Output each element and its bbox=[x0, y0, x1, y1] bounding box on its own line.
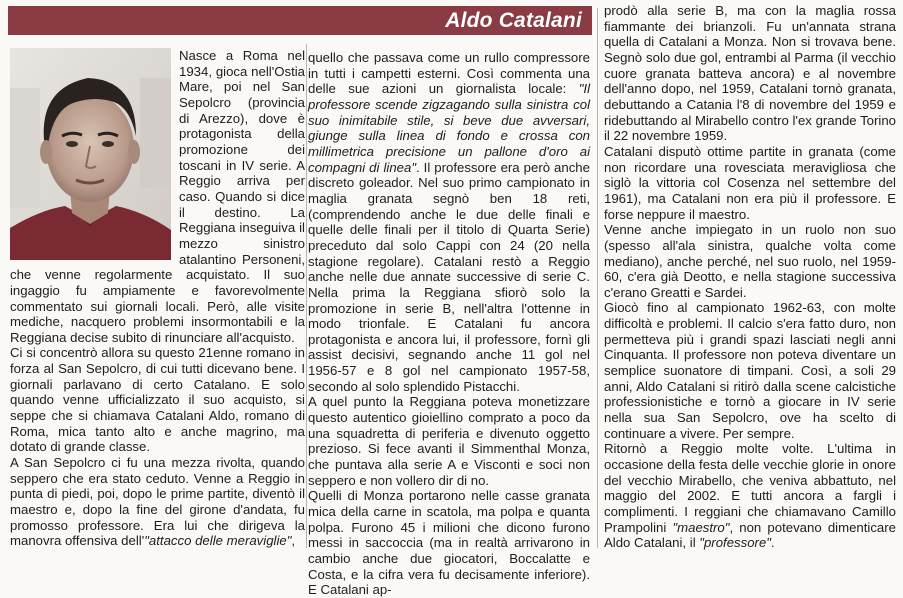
col2-paragraph-1 bbox=[308, 50, 590, 394]
col3-p5-quote-maestro: "maestro" bbox=[672, 519, 730, 535]
col3-p5-text: Ritornò a Reggio molte volte. L'ultima in occasione della festa delle vecchie glorie in onore del vecchio Mirabello, che veniva abbattuto, nel maggio del 2002. E tutti ancora a fargli i complimenti. I reggiani che chiamavano Camillo Prampolini bbox=[604, 441, 896, 535]
article-title: Aldo Catalani bbox=[445, 8, 582, 32]
col2-p1-text-cont: . Il professore era però anche discreto goleador. Nel suo primo campionato in maglia granata segnò ben 18 reti, (comprendendo anche le due delle finali e quelle delle finali per il titolo di Quarta Serie) preceduto dal solo Cappi con 24 (20 nella stagione regolare). Catalani restò a Reggio anche nelle due annate successive di serie C. Nella prima la Reggiana sfiorò solo la promozione in serie B, nell'altra l'ottenne in modo trionfale. E Catalani fu ancora protagonista e ancora lui, il professore, fornì gli assist decisivi, segnando anche 11 gol nel 1956-57 e 8 gol nel campionato 1957-58, secondo al solo splendido Pistacchi. bbox=[308, 159, 590, 394]
col2-paragraph-2: A quel punto la Reggiana poteva monetizzare questo autentico gioiellino comprato a poco da una squadretta di periferia e divenuto oggetto prezioso. Si fece avanti il Simmenthal Monza, che puntava alla serie A e Visconti e soci non seppero e non vollero dir di no. bbox=[308, 394, 590, 488]
portrait-image bbox=[10, 48, 171, 260]
col3-paragraph-2: Catalani disputò ottime partite in granata (come non ricordare una rovesciata meravigliosa che siglò la vittoria col Cosenza nel settembre del 1961), ma Catalani non era più il professore. E forse neppure il maestro. bbox=[604, 143, 896, 222]
title-bar bbox=[8, 6, 592, 35]
col1-paragraph-2: Ci si concentrò allora su questo 21enne romano in forza al San Sepolcro, di cui tutti dicevano bene. I giornali parlavano di certo Catalano. E solo quando venne ufficializzato il suo acquisto, si seppe che si chiamava Catalani Aldo, romano di Roma, mica tanto alto e anche magrino, ma dotato di grande classe. bbox=[10, 345, 305, 455]
column-divider bbox=[306, 44, 307, 548]
col3-p5-quote-professore: "professore" bbox=[699, 535, 771, 551]
col3-paragraph-4: Giocò fino al campionato 1962-63, con molte difficoltà e problemi. Il calcio s'era fatto duro, non permetteva più i grandi spazi lasciati negli anni Cinquanta. Il professore non poteva diventare un semplice suonatore di timpani. Così, a soli 29 anni, Aldo Catalani si ritirò dalla scene calcistiche professionistiche e tornò a giocare in IV serie nella sua San Sepolcro, ove ha scelto di continuare a vivere. Per sempre. bbox=[604, 300, 896, 441]
col1-p3-quote: "attacco delle meraviglie" bbox=[144, 533, 292, 549]
col3-p5-mid: , non potevano dimenticare Aldo Catalani, il bbox=[604, 519, 896, 551]
col3-paragraph-5 bbox=[604, 441, 896, 551]
col2-p1-text: quello che passava come un rullo compressore in tutti i campetti esterni. Così commenta una delle sue azioni un giornalista locale: bbox=[308, 50, 590, 97]
col3-paragraph-3: Venne anche impiegato in un ruolo non suo (spesso all'ala sinistra, qualche volta come mediano), anche perché, nel suo ruolo, nel 1959-60, c'era già Deotto, e nella stagione successiva c'erano Greatti e Sardei. bbox=[604, 222, 896, 300]
article-column-1 bbox=[10, 48, 305, 548]
article-column-3 bbox=[604, 3, 896, 551]
col1-p3-text: A San Sepolcro ci fu una mezza rivolta, quando seppero che era stato ceduto. Venne a Reggio in punta di piedi, poi, dopo le prime partite, diventò il maestro e, dopo la fine del girone d'andata, fu promosso professore. Era lui che dirigeva la manovra offensiva dell' bbox=[10, 455, 305, 549]
col3-p5-end: . bbox=[770, 535, 775, 551]
col2-p1-quote: "Il professore scende zigzagando sulla sinistra col suo inimitabile stile, si beve due avversari, giunge sulla linea di fondo e crossa con millimetrica precisione un pallone d'oro ai compagni di linea" bbox=[308, 81, 590, 175]
column-divider bbox=[597, 8, 598, 548]
player-portrait-photo bbox=[10, 48, 171, 260]
col1-paragraph-3 bbox=[10, 455, 305, 549]
col1-p3-end: , bbox=[291, 533, 296, 549]
article-column-2 bbox=[308, 50, 590, 598]
col3-paragraph-1: prodò alla serie B, ma con la maglia rossa fiammante dei brianzoli. Fu un'annata strana quella di Catalani a Monza. Non si trovava bene. Segnò solo due gol, entrambi al Parma (il vecchio cuore granata batteva ancora) e al novembre dell'anno dopo, nel 1959, Catalani tornò granata, debuttando a Catania l'8 di novembre del 1959 e ridebuttando al Mirabello contro l'ex grande Torino il 22 novembre 1959. bbox=[604, 3, 896, 144]
col1-paragraph-1: Nasce a Roma nel 1934, gioca nell'Ostia Mare, poi nel San Sepolcro (provincia di Arezzo), dove è protagonista della promozione dei toscani in IV serie. A Reggio arriva per caso. Quando si dice il destino. La Reggiana inseguiva il mezzo sinistro atalantino Personeni, che venne regolarmente acquistato. Il suo ingaggio fu ampiamente e favorevolmente commentato sui giornali locali. Però, alle visite mediche, nacquero problemi insormontabili e la Reggiana decise subito di rinunciare all'acquisto. bbox=[10, 48, 305, 345]
col2-paragraph-3: Quelli di Monza portarono nelle casse granata mica della carne in scatola, ma polpa e quanta polpa. Furono 45 i milioni che dicono furono messi in saccoccia (ma in realtà arrivarono in cambio anche due giocatori, Boccalatte e Costa, e la cifra vera fu decisamente inferiore). E Catalani ap- bbox=[308, 488, 590, 598]
